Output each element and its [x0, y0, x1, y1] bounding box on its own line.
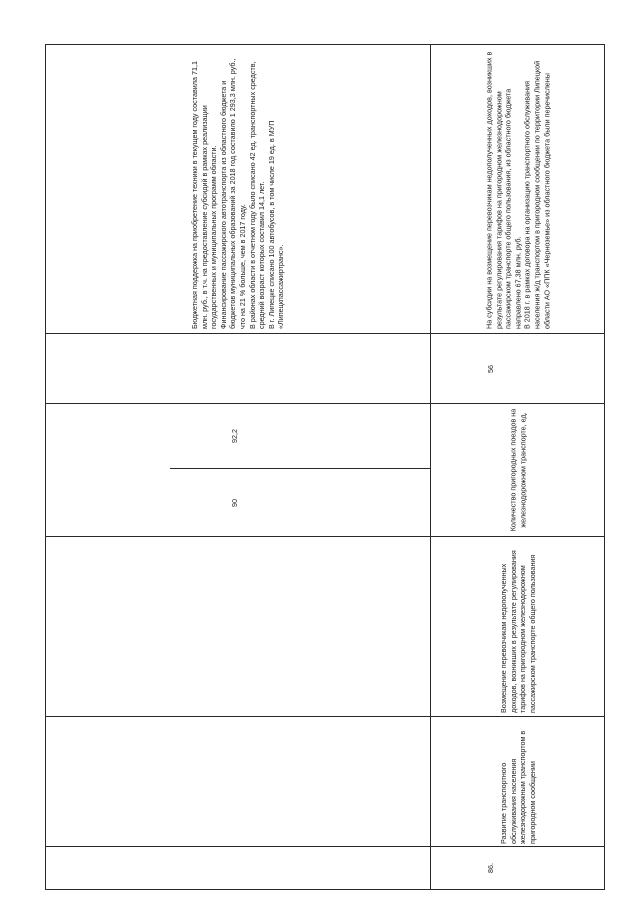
row-86-indicator: Количество пригородных поездов на железнодорожном транспорте, ед. [507, 408, 527, 532]
row-86-text-cell [431, 45, 604, 333]
prev-text-paragraph-1: Бюджетная поддержка на приобретение техники в текущем году составила 71,1 млн. руб., в т.ч. на предоставление субсидий в рамках реализации государственных и муниципальных программ области. [190, 61, 219, 329]
row-86-text [484, 49, 551, 329]
row-86-goal: Развитие транспортного обслуживания населения железнодорожным транспортом в пригородном сообщении [498, 730, 537, 844]
fact-value-cell [170, 404, 300, 468]
row-86-number-cell [431, 847, 551, 889]
fact-value: 92,2 [230, 429, 240, 443]
plan-value-cell [170, 469, 300, 536]
prev-text-paragraph-3: В районах области в отчетном году было списано 42 ед. транспортных средств, средний возраст которых составил 14,1 лет. [247, 61, 267, 329]
row-86-number: 86. [486, 863, 496, 873]
table-border-right [604, 44, 605, 889]
row-86-measure-cell [431, 537, 604, 716]
row-86-measure: Возмещение перевозчикам недополученных доходов, возникших в результате регулирования тарифов на пригородном железнодорожном пассажирском транспорте общего пользования [498, 549, 537, 713]
table-border-bottom [45, 889, 605, 890]
row-86-value: 56 [486, 364, 496, 373]
row-86-goal-cell [431, 717, 604, 846]
prev-row-text [190, 49, 286, 329]
plan-value: 90 [230, 498, 240, 507]
row-86-indicator-cell [431, 404, 604, 536]
row-86-text-paragraph-2: В 2018 г. в рамках договора на организацию транспортного обслуживания населения ж/д транспортом в пригородном сообщении по территории Липецкой области АО «ППК «Черноземье» из областного бюджета были перечислены [522, 60, 551, 329]
prev-text-paragraph-2: Финансирование пассажирского автотранспорта из областного бюджета и бюджетов муниципальных образований за 2018 год составило 1 293,3 млн. руб., что на 21 % больше, чем в 2017 году. [218, 58, 247, 329]
row-86-text-paragraph-1: На субсидии на возмещение перевозчикам недополученных доходов, возникших в результате регулирования тарифов на пригородном железнодорожном пассажирском транспорте общего пользования, из областного бюджета направлено 67,38 млн. руб. [483, 51, 522, 329]
prev-text-paragraph-4: В г. Липецке списано 100 автобусов, в том числе 19 ед. в МУП «Липецкпассажиртранс». [266, 120, 286, 329]
row-86-value-cell [431, 334, 551, 403]
prev-row-text-cell [46, 45, 430, 333]
